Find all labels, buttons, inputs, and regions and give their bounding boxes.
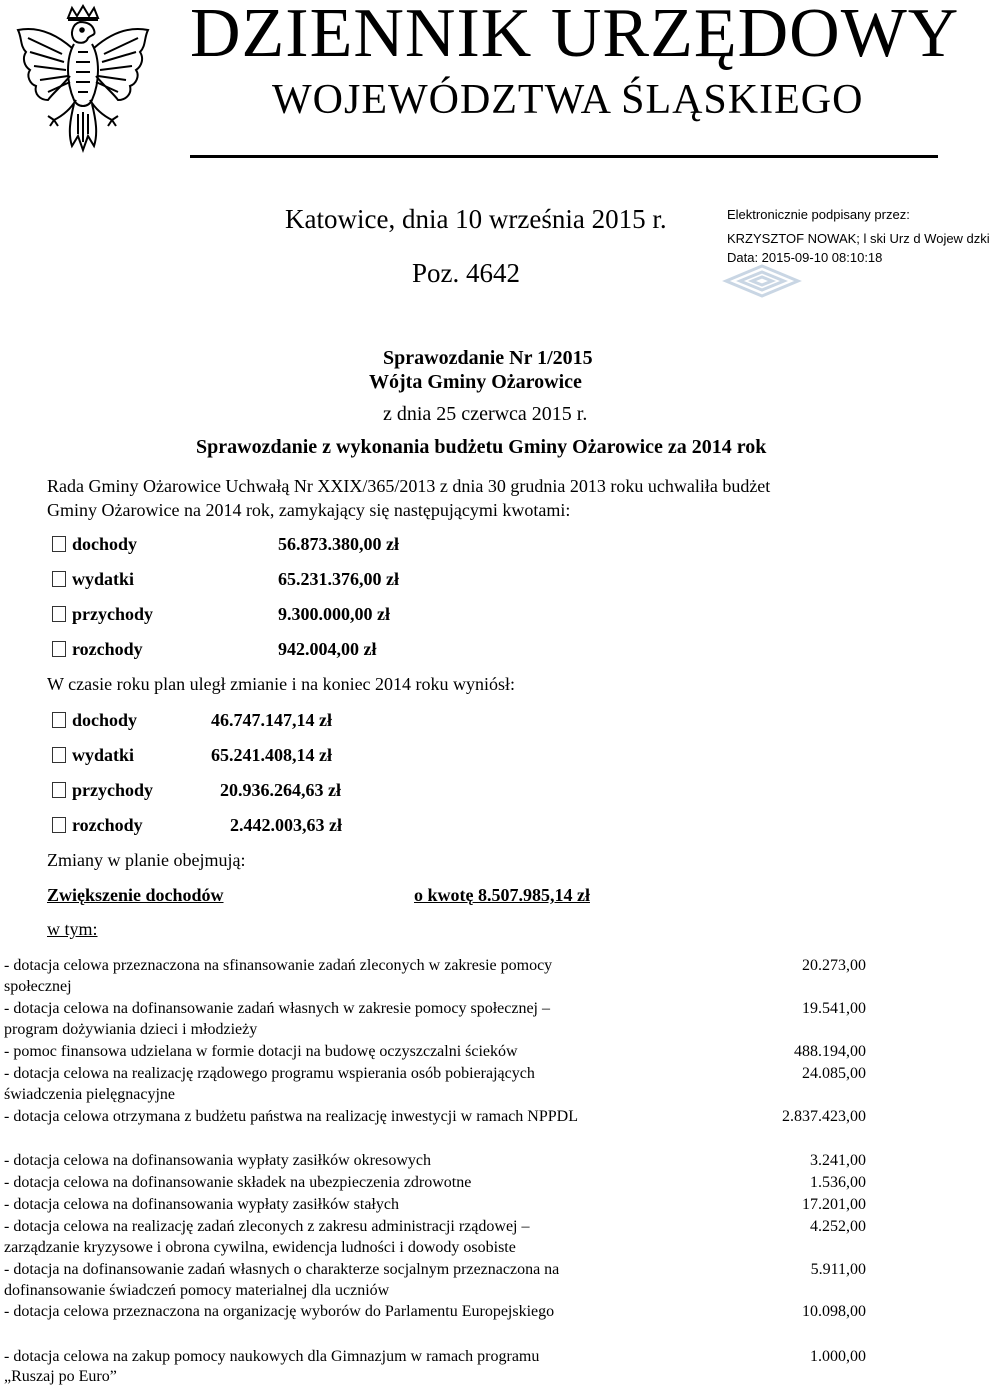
report-date: z dnia 25 czerwca 2015 r. (383, 403, 588, 425)
item-line: - dotacja na dofinansowanie zadań własnych o charakterze socjalnym przeznaczona na (4, 1261, 560, 1278)
item-line: - dotacja celowa na dofinansowanie zadań własnych w zakresie pomocy społecznej – (4, 1000, 550, 1017)
bullet-box-icon (52, 817, 66, 833)
increase-label: Zwiększenie dochodów (47, 885, 224, 905)
place-date: Katowice, dnia 10 września 2015 r. (285, 204, 667, 234)
item-line: - dotacja celowa otrzymana z budżetu państwa na realizację inwestycji w ramach NPPDL (4, 1108, 578, 1125)
item-amount: 10.098,00 (802, 1303, 866, 1320)
item-amount: 19.541,00 (802, 1000, 866, 1017)
item-amount: 488.194,00 (794, 1043, 866, 1060)
item-amount: 1.536,00 (810, 1174, 866, 1191)
signature-label: Elektronicznie podpisany przez: (727, 207, 910, 222)
item-line: program dożywiania dzieci i młodzieży (4, 1021, 258, 1038)
item-amount: 1.000,00 (810, 1348, 866, 1365)
signature-date: Data: 2015-09-10 08:10:18 (727, 250, 883, 265)
position-number: Poz. 4642 (412, 258, 520, 288)
item-line: zarządzanie kryzysowe i obrona cywilna, ewidencja ludności i dowody osobiste (4, 1239, 516, 1256)
initial-amount-label: rozchody (52, 638, 143, 660)
report-author: Wójta Gminy Ożarowice (369, 371, 582, 393)
item-line: - dotacja celowa na dofinansowanie składek na ubezpieczenia zdrowotne (4, 1174, 472, 1191)
bullet-box-icon (52, 536, 66, 552)
item-line: - dotacja celowa na dofinansowania wypłaty zasiłków stałych (4, 1196, 399, 1213)
item-line: społecznej (4, 978, 72, 995)
journal-subtitle: WOJEWÓDZTWA ŚLĄSKIEGO (272, 77, 864, 123)
changes-label: Zmiany w planie obejmują: (47, 850, 246, 870)
item-amount: 17.201,00 (802, 1196, 866, 1213)
initial-amount-value: 942.004,00 zł (278, 639, 377, 659)
item-amount: 20.273,00 (802, 957, 866, 974)
final-amount-label: rozchody (52, 814, 143, 836)
header-divider (190, 155, 938, 158)
bullet-box-icon (52, 606, 66, 622)
bullet-box-icon (52, 712, 66, 728)
report-title: Sprawozdanie Nr 1/2015 (383, 347, 593, 369)
bullet-box-icon (52, 641, 66, 657)
bullet-box-icon (52, 782, 66, 798)
increase-amount: o kwotę 8.507.985,14 zł (414, 885, 590, 905)
item-line: - pomoc finansowa udzielana w formie dotacji na budowę oczyszczalni ścieków (4, 1043, 518, 1060)
item-amount: 5.911,00 (810, 1261, 866, 1278)
item-amount: 3.241,00 (810, 1152, 866, 1169)
item-line: - dotacja celowa przeznaczona na sfinansowanie zadań zleconych w zakresie pomocy (4, 957, 553, 974)
final-amount-label: przychody (52, 779, 153, 801)
final-amount-value: 2.442.003,63 zł (230, 815, 342, 835)
signature-signer: KRZYSZTOF NOWAK; l ski Urz d Wojew dzki (727, 231, 990, 246)
final-amount-value: 46.747.147,14 zł (211, 710, 332, 730)
bullet-box-icon (52, 571, 66, 587)
initial-amount-value: 56.873.380,00 zł (278, 534, 399, 554)
report-subject: Sprawozdanie z wykonania budżetu Gminy Ożarowice za 2014 rok (196, 436, 767, 458)
final-amount-label: wydatki (52, 744, 134, 766)
intro-line-2: Gminy Ożarowice na 2014 rok, zamykający się następującymi kwotami: (47, 500, 571, 520)
intro-line-1: Rada Gminy Ożarowice Uchwałą Nr XXIX/365/2013 z dnia 30 grudnia 2013 roku uchwaliła budżet (47, 476, 771, 496)
final-amount-value: 20.936.264,63 zł (220, 780, 341, 800)
item-line: dofinansowanie świadczeń pomocy materialnej dla uczniów (4, 1282, 390, 1299)
item-line: - dotacja celowa na zakup pomocy naukowych dla Gimnazjum w ramach programu (4, 1348, 540, 1365)
initial-amount-value: 9.300.000,00 zł (278, 604, 390, 624)
item-line: „Ruszaj po Euro” (4, 1368, 117, 1385)
item-line: świadczenia pielęgnacyjne (4, 1086, 176, 1103)
item-amount: 2.837.423,00 (782, 1108, 866, 1125)
initial-amount-value: 65.231.376,00 zł (278, 569, 399, 589)
initial-amount-label: wydatki (52, 568, 134, 590)
bullet-box-icon (52, 747, 66, 763)
initial-amount-label: przychody (52, 603, 153, 625)
final-amount-label: dochody (52, 709, 137, 731)
item-amount: 4.252,00 (810, 1218, 866, 1235)
initial-amount-label: dochody (52, 533, 137, 555)
journal-title: DZIENNIK URZĘDOWY (190, 0, 960, 72)
item-line: - dotacja celowa przeznaczona na organizację wyborów do Parlamentu Europejskiego (4, 1303, 555, 1320)
item-line: - dotacja celowa na dofinansowania wypłaty zasiłków okresowych (4, 1152, 431, 1169)
item-line: - dotacja celowa na realizację rządowego programu wspierania osób pobierających (4, 1065, 535, 1082)
signature-stamp-icon (722, 262, 802, 300)
eagle-emblem-icon (8, 4, 158, 164)
final-amount-value: 65.241.408,14 zł (211, 745, 332, 765)
change-intro: W czasie roku plan uległ zmianie i na koniec 2014 roku wyniósł: (47, 674, 516, 694)
item-line: - dotacja celowa na realizację zadań zleconych z zakresu administracji rządowej – (4, 1218, 530, 1235)
item-amount: 24.085,00 (802, 1065, 866, 1082)
in-which-label: w tym: (47, 919, 98, 939)
